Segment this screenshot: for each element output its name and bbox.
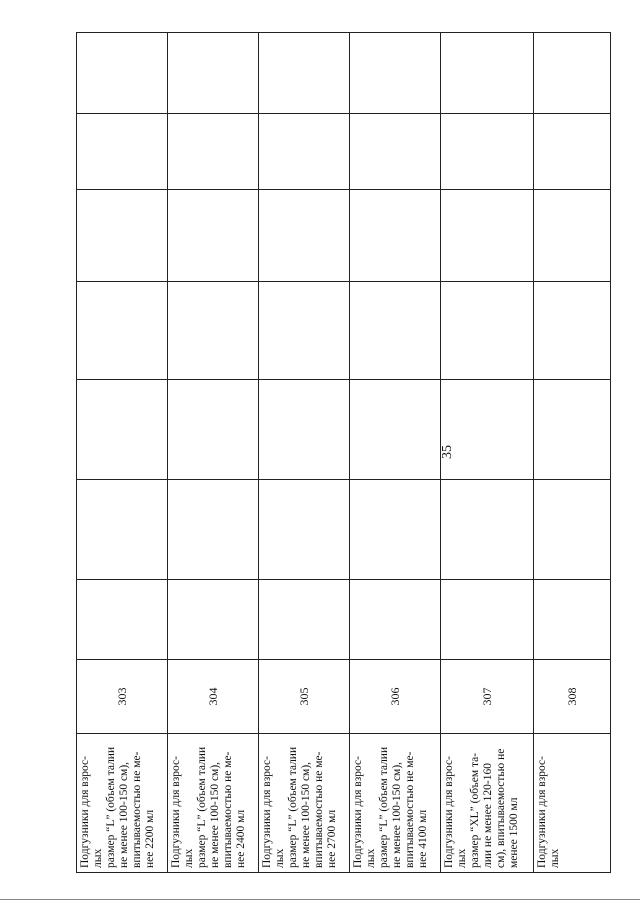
empty-cell [168,190,259,282]
product-name-line: нее 2700 мл [326,809,338,868]
table-row [259,33,350,873]
empty-cell [350,33,441,114]
product-name-line: размер “XL” (объем та- [469,752,481,868]
empty-cell [77,480,168,580]
empty-cell [168,580,259,660]
empty-cell [168,33,259,114]
product-name-line: нее 2200 мл [144,809,156,868]
product-name-line: Подгузники для взрос- [261,756,273,868]
empty-cell [534,190,611,282]
empty-cell [259,190,350,282]
item-number-cell: 306 [350,660,441,734]
product-name-line: размер “L” (объем талии [196,746,208,868]
table-row [77,33,168,873]
table-row [168,33,259,873]
product-name-line: лых [456,848,468,868]
empty-cell [77,190,168,282]
item-number-cell: 303 [77,660,168,734]
product-name-line: впитываемостью не ме- [222,751,234,868]
product-name-line: впитываемостью не ме- [313,751,325,868]
empty-cell [259,33,350,114]
product-name-line: Подгузники для взрос- [352,756,364,868]
product-name-cell [259,734,350,873]
item-number-cell: 305 [259,660,350,734]
empty-cell [168,380,259,480]
product-name-line: Подгузники для взрос- [170,756,182,868]
product-name-line: см), впитываемостью не [495,748,507,868]
product-name-line: не менее 100-150 см), [118,761,130,868]
table-row [441,33,534,873]
empty-cell [441,33,534,114]
rotated-table-container [76,33,610,873]
empty-cell [534,580,611,660]
product-name-line: нее 4100 мл [417,809,429,868]
product-name-cell [168,734,259,873]
empty-cell [259,580,350,660]
empty-cell [441,580,534,660]
empty-cell [441,480,534,580]
product-name-line: менее 1500 мл [508,797,520,868]
product-name-line: лии не менее 120-160 [482,762,494,868]
empty-cell [534,282,611,380]
product-name-cell [350,734,441,873]
product-name-line: нее 2400 мл [235,809,247,868]
empty-cell [534,33,611,114]
product-name-line: лых [365,848,377,868]
table-row [534,33,611,873]
product-name-line: лых [183,848,195,868]
scan-edge-line [0,899,640,900]
empty-cell [77,282,168,380]
empty-cell [441,114,534,190]
product-name-line: Подгузники для взрос- [79,756,91,868]
table-row [350,33,441,873]
empty-cell [168,480,259,580]
product-name-cell [77,734,168,873]
product-name-line: впитываемостью не ме- [404,751,416,868]
product-name-line: Подгузники для взрос- [443,756,455,868]
empty-cell [259,380,350,480]
empty-cell [441,380,534,480]
empty-cell [259,480,350,580]
empty-cell [441,282,534,380]
product-name-line: размер “L” (объем талии [378,746,390,868]
empty-cell [168,114,259,190]
empty-cell [350,380,441,480]
empty-cell [350,282,441,380]
empty-cell [259,114,350,190]
empty-cell [77,580,168,660]
page-number: 35 [440,445,455,459]
empty-cell [77,380,168,480]
products-table [76,32,611,873]
product-name-line: не менее 100-150 см), [209,761,221,868]
item-number-cell: 308 [534,660,611,734]
item-number-cell: 304 [168,660,259,734]
empty-cell [168,282,259,380]
product-name-cell [441,734,534,873]
product-name-line: не менее 100-150 см), [391,761,403,868]
product-name-line: лых [274,848,286,868]
empty-cell [534,480,611,580]
empty-cell [350,114,441,190]
empty-cell [350,580,441,660]
empty-cell [259,282,350,380]
empty-cell [441,190,534,282]
empty-cell [77,114,168,190]
empty-cell [350,190,441,282]
product-name-line: впитываемостью не ме- [131,751,143,868]
product-name-line: не менее 100-150 см), [300,761,312,868]
product-name-line: лых [92,848,104,868]
product-name-line: размер “L” (объем талии [105,746,117,868]
product-name-line: размер “L” (объем талии [287,746,299,868]
empty-cell [534,380,611,480]
product-name-line: лых [549,848,561,868]
item-number-cell: 307 [441,660,534,734]
empty-cell [350,480,441,580]
product-name-cell [534,734,611,873]
empty-cell [534,114,611,190]
empty-cell [77,33,168,114]
product-name-line: Подгузники для взрос- [536,756,548,868]
